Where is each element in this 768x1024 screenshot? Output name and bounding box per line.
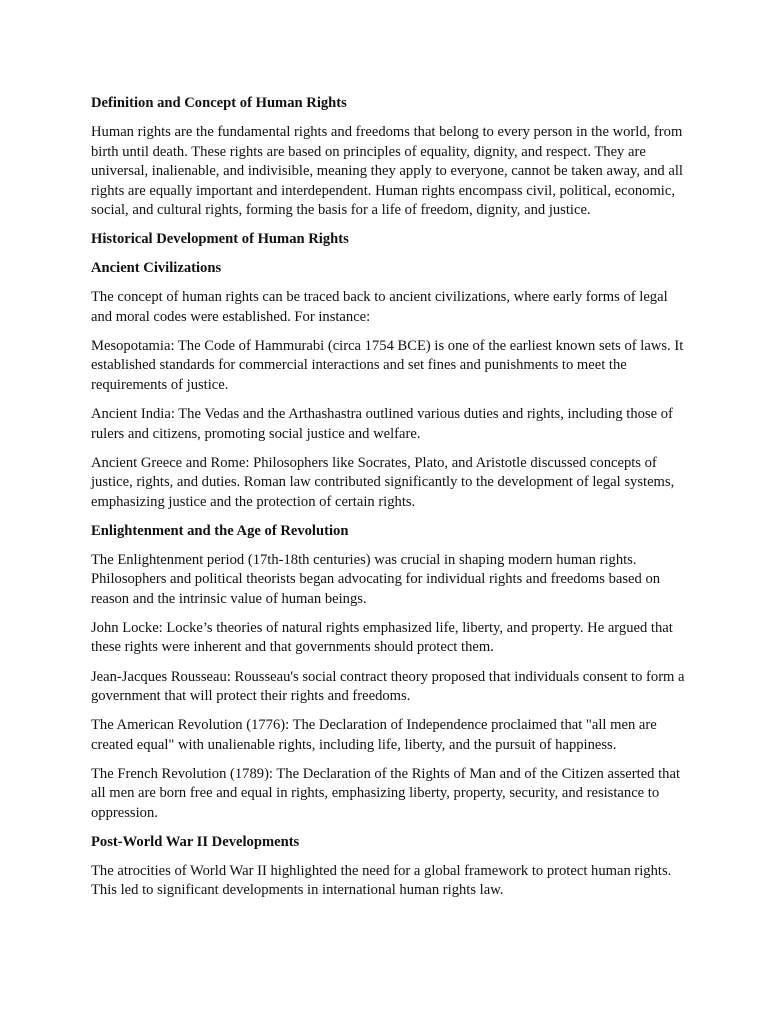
paragraph: The concept of human rights can be traced back to ancient civilizations, where early forms of legal and moral codes were established. For instance: xyxy=(91,289,668,325)
paragraph: Ancient Greece and Rome: Philosophers like Socrates, Plato, and Aristotle discussed concepts of justice, rights, and duties. Roman law contributed significantly to the development of legal systems, emphasizing justice and the protection of certain rights. xyxy=(91,454,675,510)
subsection-heading: Ancient Civilizations xyxy=(91,260,222,277)
paragraph: The Enlightenment period (17th-18th centuries) was crucial in shaping modern human rights. Philosophers and political theorists began advocating for individual rights and freedoms based on reason and the intrinsic value of human beings. xyxy=(91,551,661,607)
paragraph: The French Revolution (1789): The Declaration of the Rights of Man and of the Citizen asserted that all men are born free and equal in rights, emphasizing liberty, property, security, and resistance to oppression. xyxy=(91,765,681,821)
paragraph: Ancient India: The Vedas and the Arthashastra outlined various duties and rights, including those of rulers and citizens, promoting social justice and welfare. xyxy=(91,406,673,442)
section-heading: Definition and Concept of Human Rights xyxy=(91,95,347,111)
paragraph: Mesopotamia: The Code of Hammurabi (circa 1754 BCE) is one of the earliest known sets of laws. It established standards for commercial interactions and set fines and punishments to meet the requirements of justice. xyxy=(91,337,684,393)
paragraph: The atrocities of World War II highlighted the need for a global framework to protect human rights. This led to significant developments in international human rights law. xyxy=(91,862,672,899)
subsection-heading: Post-World War II Developments xyxy=(91,833,300,850)
paragraph: Human rights are the fundamental rights and freedoms that belong to every person in the world, from birth until death. These rights are based on principles of equality, dignity, and respect. They are universal, inalienable, and indivisible, meaning they apply to everyone, cannot be taken away, and all rights are equally important and interdependent. Human rights encompass civil, political, economic, social, and cultural rights, forming the basis for a life of freedom, dignity, and justice. xyxy=(91,124,683,219)
paragraph: Jean-Jacques Rousseau: Rousseau's social contract theory proposed that individuals consent to form a government that will protect their rights and freedoms. xyxy=(91,668,685,705)
subsection-heading: Enlightenment and the Age of Revolution xyxy=(91,522,349,539)
section-heading: Historical Development of Human Rights xyxy=(91,231,349,248)
paragraph: John Locke: Locke’s theories of natural rights emphasized life, liberty, and property. He argued that these rights were inherent and that governments should protect them. xyxy=(91,619,673,656)
paragraph: The American Revolution (1776): The Declaration of Independence proclaimed that "all men are created equal" with unalienable rights, including life, liberty, and the pursuit of happiness. xyxy=(91,717,657,753)
document-page xyxy=(91,94,691,911)
